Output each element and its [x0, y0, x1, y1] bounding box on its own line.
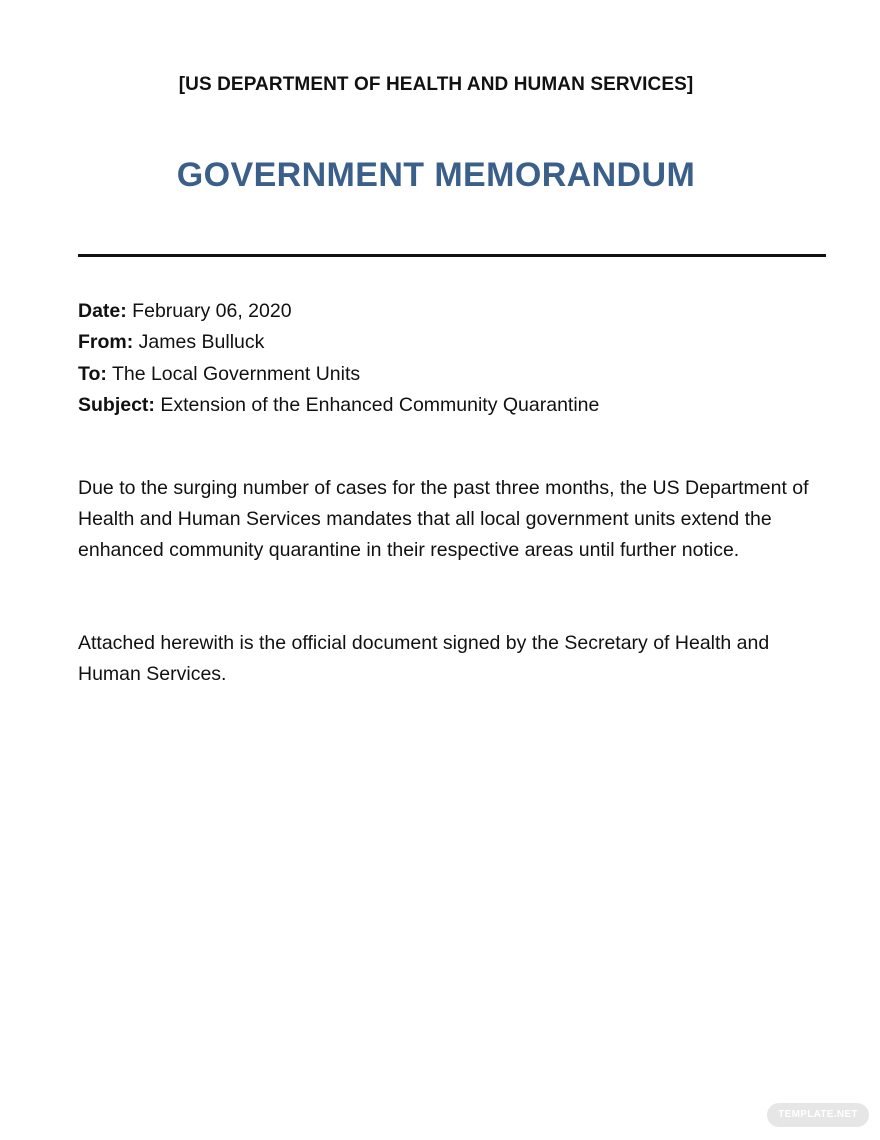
date-label: Date:	[78, 300, 127, 322]
from-row	[78, 327, 818, 358]
to-row	[78, 359, 818, 390]
memo-meta-block	[78, 296, 818, 421]
body-paragraph-1: Due to the surging number of cases for the past three months, the US Department of Health and Human Services mandates that all local government units extend the enhanced community quarantine in their respective areas until further notice.	[78, 477, 809, 561]
subject-value: Extension of the Enhanced Community Quarantine	[154, 393, 600, 416]
from-value: James Bulluck	[133, 331, 265, 354]
date-value: February 06, 2020	[126, 300, 292, 322]
to-value: The Local Government Units	[106, 362, 361, 385]
date-row	[78, 296, 818, 327]
organization-name: [US DEPARTMENT OF HEALTH AND HUMAN SERVICES]	[178, 74, 694, 95]
from-label: From:	[78, 331, 134, 354]
subject-label: Subject:	[78, 393, 155, 416]
memo-title: GOVERNMENT MEMORANDUM	[176, 156, 696, 194]
body-paragraph-2: Attached herewith is the official document signed by the Secretary of Health and Human Services.	[78, 632, 770, 685]
to-label: To:	[78, 362, 107, 385]
subject-row	[78, 390, 818, 421]
header-divider	[78, 254, 826, 257]
template-net-watermark: TEMPLATE.NET	[767, 1103, 869, 1127]
